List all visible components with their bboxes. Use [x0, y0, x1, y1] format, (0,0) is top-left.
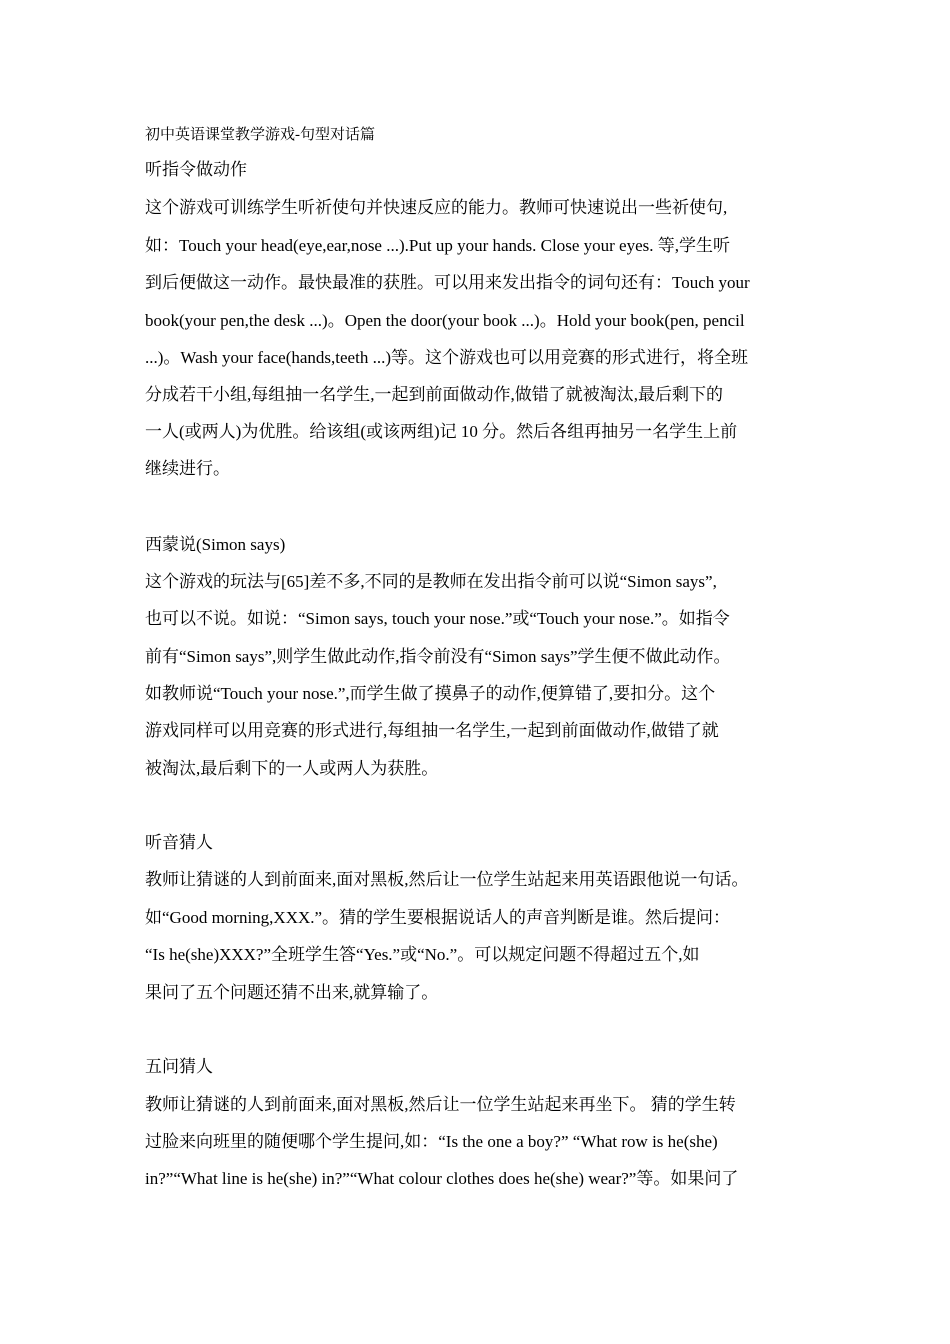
paragraph-line: 也可以不说。如说：“Simon says, touch your nose.”或“Touch your nose.”。如指令	[145, 609, 730, 628]
paragraph-line: 这个游戏可训练学生听祈使句并快速反应的能力。教师可快速说出一些祈使句,	[145, 198, 728, 217]
paragraph-line: 如：Touch your head(eye,ear,nose ...).Put up your hands. Close your eyes. 等,学生听	[145, 236, 730, 255]
section-heading: 五问猜人	[145, 1057, 213, 1076]
paragraph-line: 教师让猜谜的人到前面来,面对黑板,然后让一位学生站起来再坐下。 猜的学生转	[145, 1095, 736, 1114]
section-heading: 听音猜人	[145, 833, 213, 852]
paragraph-line: 继续进行。	[145, 459, 230, 478]
paragraph-line: “Is he(she)XXX?”全班学生答“Yes.”或“No.”。可以规定问题不得超过五个,如	[145, 945, 700, 964]
paragraph-line: book(your pen,the desk ...)。Open the door(your book ...)。Hold your book(pen, pencil	[145, 311, 745, 330]
paragraph-line: 果问了五个问题还猜不出来,就算输了。	[145, 983, 439, 1002]
paragraph-line: 教师让猜谜的人到前面来,面对黑板,然后让一位学生站起来用英语跟他说一句话。	[145, 870, 749, 889]
document-title: 初中英语课堂教学游戏-句型对话篇	[145, 127, 375, 143]
paragraph-line: in?”“What line is he(she) in?”“What colour clothes does he(she) wear?”等。如果问了	[145, 1169, 739, 1188]
paragraph-line: ...)。Wash your face(hands,teeth ...)等。这个游戏也可以用竞赛的形式进行，将全班	[145, 348, 748, 367]
paragraph-line: 一人(或两人)为优胜。给该组(或该两组)记 10 分。然后各组再抽另一名学生上前	[145, 422, 738, 441]
paragraph-line: 到后便做这一动作。最快最准的获胜。可以用来发出指令的词句还有：Touch your	[145, 273, 750, 292]
paragraph-line: 分成若干小组,每组抽一名学生,一起到前面做动作,做错了就被淘汰,最后剩下的	[145, 385, 723, 404]
paragraph-line: 游戏同样可以用竞赛的形式进行,每组抽一名学生,一起到前面做动作,做错了就	[145, 721, 719, 740]
section-heading: 听指令做动作	[145, 160, 247, 179]
paragraph-line: 前有“Simon says”,则学生做此动作,指令前没有“Simon says”学生便不做此动作。	[145, 647, 731, 666]
paragraph-line: 如教师说“Touch your nose.”,而学生做了摸鼻子的动作,便算错了,要扣分。这个	[145, 684, 716, 703]
paragraph-line: 如“Good morning,XXX.”。猜的学生要根据说话人的声音判断是谁。然后提问：	[145, 908, 731, 927]
section-heading: 西蒙说(Simon says)	[145, 535, 286, 554]
paragraph-line: 这个游戏的玩法与[65]差不多,不同的是教师在发出指令前可以说“Simon says”,	[145, 572, 717, 591]
paragraph-line: 被淘汰,最后剩下的一人或两人为获胜。	[145, 759, 439, 778]
paragraph-line: 过脸来向班里的随便哪个学生提问,如：“Is the one a boy?” “What row is he(she)	[145, 1132, 718, 1151]
